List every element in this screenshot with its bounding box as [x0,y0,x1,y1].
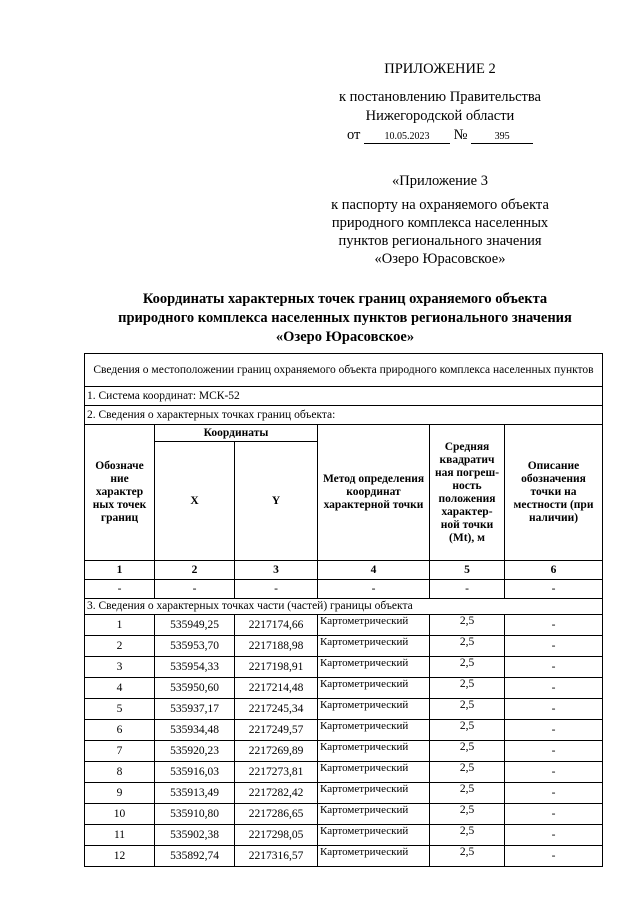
document-title-line-3: «Озеро Юрасовское» [275,329,415,345]
document-title-line-2: природного комплекса населенных пунктов регионального значения [118,310,572,326]
method: Картометрический [318,804,430,825]
mt-value: 2,5 [430,846,505,867]
mt-value: 2,5 [430,720,505,741]
y-coordinate: 2217249,57 [235,720,318,741]
point-number: 11 [85,825,155,846]
document-title [60,290,630,347]
point-description: - [505,825,603,846]
table-row [85,657,603,678]
x-coordinate: 535920,23 [155,741,235,762]
mt-value: 2,5 [430,762,505,783]
coordinate-rows [85,615,603,867]
passport-line-4: «Озеро Юрасовское» [374,251,506,267]
method: Картометрический [318,846,430,867]
empty-dash: - [235,580,318,599]
x-coordinate: 535902,38 [155,825,235,846]
table-row [85,783,603,804]
mt-value: 2,5 [430,657,505,678]
point-description: - [505,804,603,825]
y-coordinate: 2217316,57 [235,846,318,867]
y-coordinate: 2217286,65 [235,804,318,825]
point-number: 12 [85,846,155,867]
table-row [85,615,603,636]
point-description: - [505,846,603,867]
point-description: - [505,678,603,699]
method: Картометрический [318,678,430,699]
passport-line-3: пунктов регионального значения [338,233,542,249]
table-caption: Сведения о местоположении границ охраняемого объекта природного комплекса населенных пунктов [85,354,603,387]
method: Картометрический [318,825,430,846]
col-header-description: Описание обозначения точки на местности (при наличии) [505,425,603,561]
section-3-part-boundary-points: 3. Сведения о характерных точках части (частей) границы объекта [85,599,603,615]
point-description: - [505,741,603,762]
x-coordinate: 535934,48 [155,720,235,741]
x-coordinate: 535910,80 [155,804,235,825]
x-coordinate: 535916,03 [155,762,235,783]
y-coordinate: 2217269,89 [235,741,318,762]
mt-value: 2,5 [430,804,505,825]
resolution-line-1: к постановлению Правительства [339,89,541,105]
col-number: 3 [235,561,318,580]
point-description: - [505,636,603,657]
point-number: 8 [85,762,155,783]
empty-dash: - [318,580,430,599]
point-description: - [505,762,603,783]
col-number: 4 [318,561,430,580]
point-number: 10 [85,804,155,825]
point-description: - [505,699,603,720]
point-number: 6 [85,720,155,741]
point-description: - [505,657,603,678]
col-header-x: X [155,442,235,561]
col-number: 1 [85,561,155,580]
point-number: 3 [85,657,155,678]
mt-value: 2,5 [430,783,505,804]
resolution-number: 395 [471,130,533,144]
col-number: 6 [505,561,603,580]
col-header-coordinates: Координаты [155,425,318,442]
section-1-coordinate-system: 1. Система координат: МСК-52 [85,387,603,406]
y-coordinate: 2217174,66 [235,615,318,636]
point-description: - [505,615,603,636]
y-coordinate: 2217298,05 [235,825,318,846]
method: Картометрический [318,699,430,720]
y-coordinate: 2217273,81 [235,762,318,783]
mt-value: 2,5 [430,615,505,636]
table-row [85,699,603,720]
y-coordinate: 2217214,48 [235,678,318,699]
method: Картометрический [318,657,430,678]
table-row [85,741,603,762]
col-number: 2 [155,561,235,580]
point-number: 4 [85,678,155,699]
table-row [85,762,603,783]
x-coordinate: 535892,74 [155,846,235,867]
method: Картометрический [318,636,430,657]
x-coordinate: 535949,25 [155,615,235,636]
point-number: 7 [85,741,155,762]
x-coordinate: 535950,60 [155,678,235,699]
method: Картометрический [318,741,430,762]
col-number: 5 [430,561,505,580]
coordinates-table [84,353,603,867]
point-description: - [505,783,603,804]
y-coordinate: 2217245,34 [235,699,318,720]
resolution-date: 10.05.2023 [364,130,450,144]
table-row [85,636,603,657]
empty-dash: - [505,580,603,599]
col-header-method: Метод определения координат характерной точки [318,425,430,561]
number-sign: № [453,127,468,143]
resolution-date-number-line [300,126,580,145]
passport-line-1: к паспорту на охраняемого объекта [331,197,549,213]
table-row [85,825,603,846]
mt-value: 2,5 [430,741,505,762]
col-header-y: Y [235,442,318,561]
col-header-point: Обозначе ние характер ных точек границ [85,425,155,561]
document-title-line-1: Координаты характерных точек границ охраняемого объекта [142,291,548,307]
from-label: от [346,127,361,143]
mt-value: 2,5 [430,678,505,699]
method: Картометрический [318,762,430,783]
appendix-3-heading: «Приложение 3 [392,173,488,189]
method: Картометрический [318,720,430,741]
point-number: 1 [85,615,155,636]
x-coordinate: 535937,17 [155,699,235,720]
point-number: 5 [85,699,155,720]
mt-value: 2,5 [430,636,505,657]
method: Картометрический [318,783,430,804]
appendix-2-heading: ПРИЛОЖЕНИЕ 2 [384,61,496,77]
point-number: 2 [85,636,155,657]
section-2-boundary-points: 2. Сведения о характерных точках границ объекта: [85,406,603,425]
table-row [85,678,603,699]
y-coordinate: 2217282,42 [235,783,318,804]
x-coordinate: 535913,49 [155,783,235,804]
point-number: 9 [85,783,155,804]
mt-value: 2,5 [430,699,505,720]
table-row [85,804,603,825]
table-row [85,846,603,867]
y-coordinate: 2217188,98 [235,636,318,657]
mt-value: 2,5 [430,825,505,846]
point-description: - [505,720,603,741]
y-coordinate: 2217198,91 [235,657,318,678]
passport-reference [300,196,580,268]
x-coordinate: 535954,33 [155,657,235,678]
x-coordinate: 535953,70 [155,636,235,657]
col-header-mt: Средняя квадратич ная погреш- ность положения характер- ной точки (Mt), м [430,425,505,561]
empty-dash: - [85,580,155,599]
resolution-line-2: Нижегородской области [365,108,515,124]
empty-dash: - [155,580,235,599]
table-row [85,720,603,741]
empty-dash: - [430,580,505,599]
passport-line-2: природного комплекса населенных [331,215,549,231]
method: Картометрический [318,615,430,636]
